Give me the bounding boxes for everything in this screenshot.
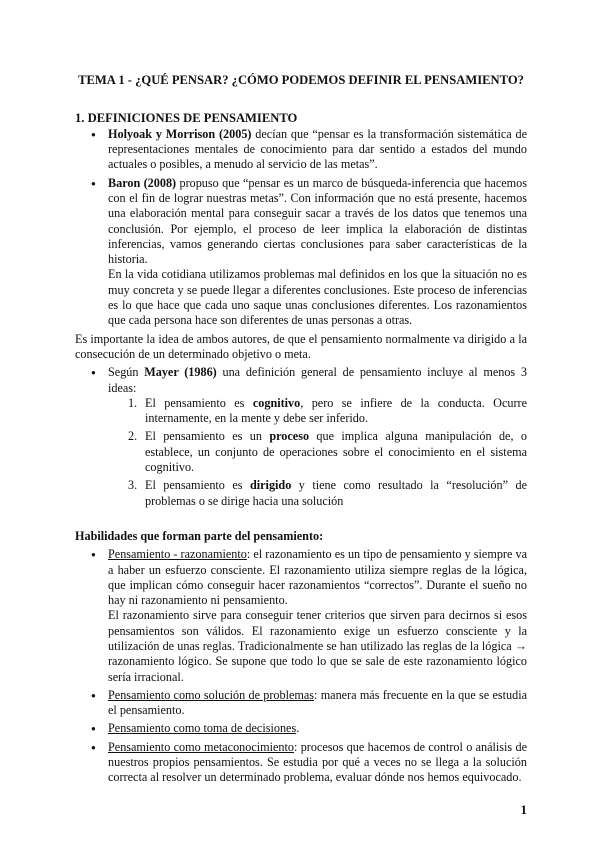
list-item-baron [75, 176, 527, 329]
skill-item-toma-decisiones [75, 721, 527, 736]
baron-text: propuso que “pensar es un marco de búsqueda-inferencia que hacemos con el fin de lograr nuestras metas”. Con información que no está presente, hacemos una elaboración mental para conseguir sacar a través de los datos que tenemos una conclusión. Por ejemplo, el proceso de leer implica la elaboración de distintas inferencias, vamos generando ciertas conclusiones para saber características de la historia. [108, 175, 527, 267]
idea-text-pre: El pensamiento es [145, 478, 250, 493]
section-heading-definiciones: 1. DEFINICIONES DE PENSAMIENTO [75, 110, 298, 125]
skill-text: : procesos que hacemos de control o análisis de nuestros propios pensamientos. Se estudia por qué a veces no se llega a la solución correcta al resolver un determinado problema, evaluar dónde nos hemos equivocado. [108, 739, 527, 785]
skill-item-razonamiento [75, 547, 527, 685]
skills-list [75, 547, 527, 785]
mayer-ideas-list [75, 396, 527, 509]
holyoak-text: decían que “pensar es la transformación sistemática de representaciones mentales de conocimiento para dar sentido a estados del mundo actuales o posibles, a menudo al servicio de las metas”. [108, 126, 527, 172]
idea-number: 2. [128, 429, 138, 444]
idea-keyword: dirigido [249, 478, 292, 493]
idea-keyword: proceso [269, 429, 310, 444]
idea-text-pre: El pensamiento es un [145, 429, 270, 444]
mayer-prefix: Según [108, 365, 145, 380]
idea-number: 1. [128, 395, 138, 410]
idea-text-post: , pero se infiere de la conducta. Ocurre internamente, en la mente y debe ser inferido. [145, 395, 527, 426]
definitions-list [75, 127, 527, 329]
idea-text-pre: El pensamiento es [145, 395, 253, 410]
list-item-mayer [75, 365, 527, 509]
author-mayer: Mayer (1986) [144, 365, 217, 380]
mayer-idea-3 [75, 478, 527, 509]
section-heading-habilidades: Habilidades que forman parte del pensamiento: [75, 528, 324, 543]
skill-extra-paragraph: El razonamiento sirve para conseguir tener criterios que sirven para decirnos si esos pensamientos son válidos. El razonamiento exige un esfuerzo consciente y la utilización de unas reglas. Tradicionalmente se han utilizado las reglas de la lógica → razonamiento lógico. Se supone que todo lo que se sale de este razonamiento lógico sería irracional. [108, 608, 527, 684]
idea-keyword: cognitivo [252, 395, 301, 410]
skill-text: : manera más frecuente en la que se estudia el pensamiento. [108, 687, 527, 718]
idea-text-post: que implica alguna manipulación de, o establece, un conjunto de operaciones sobre el conocimiento en el sistema cognitivo. [145, 429, 527, 475]
skill-term: Pensamiento como toma de decisiones [108, 721, 297, 736]
list-item-holyoak [75, 127, 527, 173]
skill-term: Pensamiento como solución de problemas [108, 687, 315, 702]
skill-text: : el razonamiento es un tipo de pensamiento y siempre va a haber un esfuerzo consciente. El razonamiento utiliza siempre reglas de la lógica, que implican cómo conseguir hacer razonamientos “correctos”. Durante el sueño no hay ni razonamiento ni pensamiento. [108, 547, 527, 608]
skill-term: Pensamiento - razonamiento [108, 547, 247, 562]
mayer-idea-2 [75, 429, 527, 475]
page-number: 1 [520, 802, 527, 817]
idea-number: 3. [128, 478, 138, 493]
summary-paragraph: Es importante la idea de ambos autores, de que el pensamiento normalmente va dirigido a la consecución de un determinado objetivo o meta. [75, 331, 527, 361]
page-title: TEMA 1 - ¿QUÉ PENSAR? ¿CÓMO PODEMOS DEFINIR EL PENSAMIENTO? [78, 73, 524, 87]
mayer-text: una definición general de pensamiento incluye al menos 3 ideas: [108, 365, 527, 395]
skill-item-metaconocimiento [75, 740, 527, 786]
author-baron: Baron (2008) [108, 175, 177, 190]
mayer-list [75, 365, 527, 509]
idea-text-post: y tiene como resultado la “resolución” de problemas o se dirige hacia una solución [145, 478, 527, 508]
page-content [75, 72, 527, 789]
skill-term: Pensamiento como metaconocimiento [108, 739, 295, 754]
baron-extra-paragraph: En la vida cotidiana utilizamos problemas mal definidos en los que la situación no es muy concreta y se puede llegar a diferentes conclusiones. Este proceso de inferencias es lo que hace que cada uno saque unas conclusiones diferentes. Los razonamientos que cada persona hace son diferentes de unas personas a otras. [108, 267, 527, 328]
mayer-idea-1 [75, 396, 527, 427]
skill-item-solucion-problemas [75, 688, 527, 719]
author-holyoak: Holyoak y Morrison (2005) [108, 126, 252, 141]
skill-text: . [296, 721, 300, 736]
